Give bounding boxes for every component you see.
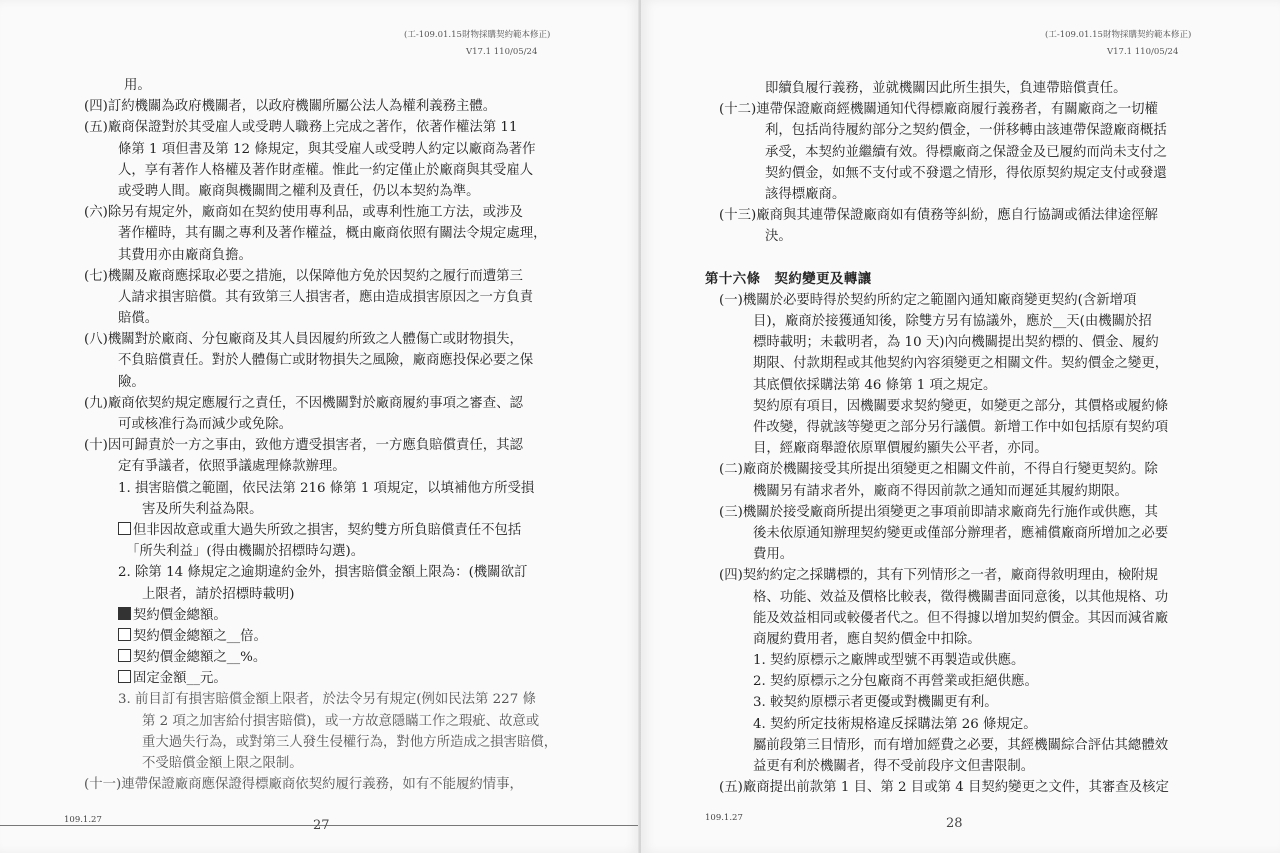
text-line [719, 502, 1269, 523]
line-text: 期限、付款期程或其他契約內容須變更之相關文件。契約價金之變更， [753, 356, 1169, 372]
left-footer-date: 109.1.27 [64, 815, 102, 825]
text-line [84, 605, 634, 626]
line-text: 上限者，請於招標時載明) [142, 586, 295, 602]
text-line [84, 266, 634, 287]
line-text: (七)機關及廠商應採取必要之措施，以保障他方免於因契約之履行而遭第三 [84, 268, 523, 284]
text-line [719, 650, 1269, 671]
text-line [84, 668, 634, 689]
line-text: 能及效益相同或較優者代之。但不得據以增加契約價金。其因而減省廠 [753, 610, 1169, 626]
right-page [641, 0, 1280, 853]
line-text: (十)因可歸責於一方之事由，致他方遭受損害者，一方應負賠償責任，其認 [84, 438, 523, 454]
text-line [719, 629, 1269, 650]
text-line [84, 647, 634, 668]
text-line [84, 689, 634, 710]
text-line [84, 753, 634, 774]
line-text: (九)廠商依契約規定應履行之責任，不因機關對於廠商履約事項之審查、認 [84, 395, 523, 411]
line-text: 費用。 [753, 547, 794, 563]
line-text: 1. 契約原標示之廠牌或型號不再製造或供應。 [753, 653, 1025, 669]
checkbox-empty-icon [118, 522, 131, 535]
line-text: 條第 1 項但書及第 12 條規定，與其受雇人或受聘人約定以廠商為著作 [118, 141, 536, 157]
text-line [719, 226, 1269, 247]
line-text: 賠償。 [118, 311, 159, 327]
line-text: (四)契約約定之採購標的，其有下列情形之一者，廠商得敘明理由，檢附規 [719, 568, 1158, 584]
text-line [84, 626, 634, 647]
text-line [84, 350, 634, 371]
line-text: 契約價金總額之__倍。 [133, 628, 267, 644]
right-page-body [705, 78, 1269, 798]
line-text: 其費用亦由廠商負擔。 [118, 247, 252, 263]
line-text: 標時載明；未載明者，為 10 天)內向機關提出契約標的、價金、履約 [753, 335, 1159, 351]
text-line [719, 714, 1269, 735]
line-text: 但非因故意或重大過失所致之損害，契約雙方所負賠償責任不包括 [133, 522, 522, 538]
line-text: 「所失利益」(得由機關於招標時勾選)。 [126, 544, 365, 560]
text-line [84, 181, 634, 202]
line-text: 該得標廠商。 [765, 186, 846, 202]
text-line [84, 456, 634, 477]
text-line [84, 562, 634, 583]
line-text: 3. 較契約原標示者更優或對機關更有利。 [753, 695, 998, 711]
line-text: 2. 契約原標示之分包廠商不再營業或拒絕供應。 [753, 674, 1038, 690]
line-text: 屬前段第三目情形，而有增加經費之必要，其經機關綜合評估其總體效 [753, 737, 1169, 753]
text-line [719, 142, 1269, 163]
text-line [719, 587, 1269, 608]
line-text: 契約價金總額。 [133, 607, 227, 623]
left-header-title: (工-109.01.15財物採購契約範本修正) [404, 30, 551, 40]
text-line [84, 478, 634, 499]
line-text: 可或核准行為而減少或免除。 [118, 417, 293, 432]
line-text: 4. 契約所定技術規格違反採購法第 26 條規定。 [753, 716, 1037, 732]
line-text: (六)除另有規定外，廠商如在契約使用專利品，或專利性施工方法，或涉及 [84, 205, 523, 221]
text-line [719, 205, 1269, 226]
text-line [84, 308, 634, 329]
line-text: 用。 [124, 78, 151, 93]
text-line [84, 435, 634, 456]
line-text: 定有爭議者，依照爭議處理條款辦理。 [118, 459, 346, 475]
text-line [719, 481, 1269, 502]
text-line [84, 139, 634, 160]
right-header-version: V17.1 110/05/24 [1107, 47, 1179, 57]
text-line [719, 777, 1269, 798]
line-text: 目，經廠商舉證依原單價履約顯失公平者，亦同。 [753, 441, 1048, 457]
text-line [84, 329, 634, 350]
checkbox-checked-icon [118, 607, 131, 620]
line-text: 著作權時，其有關之專利及著作權益，概由廠商依照有關法令規定處理， [118, 226, 547, 242]
text-line [84, 223, 634, 244]
text-line [719, 353, 1269, 374]
line-text: 第 2 項之加害給付損害賠償)，或一方故意隱瞞工作之瑕疵、故意或 [142, 713, 540, 729]
line-text: 人請求損害賠償。其有致第三人損害者，應由造成損害原因之一方負責 [118, 289, 534, 305]
text-line [84, 774, 634, 795]
line-text: 第十六條 契約變更及轉讓 [705, 270, 872, 287]
text-line [719, 78, 1269, 99]
text-line [84, 499, 634, 520]
line-text: 格、功能、效益及價格比較表，徵得機關書面同意後，以其他規格、功 [753, 589, 1169, 605]
line-text: (四)訂約機關為政府機關者，以政府機關所屬公法人為權利義務主體。 [84, 99, 497, 115]
line-text: 固定金額__元。 [133, 671, 227, 687]
line-text: 或受聘人間。廠商與機關間之權利及責任，仍以本契約為準。 [118, 183, 480, 199]
text-line [719, 565, 1269, 586]
line-text: 3. 前目訂有損害賠償金額上限者，於法令另有規定(例如民法第 227 條 [118, 692, 536, 708]
text-line [719, 608, 1269, 629]
text-line [719, 544, 1269, 565]
text-line [719, 756, 1269, 777]
line-text: 不負賠償責任。對於人體傷亡或財物損失之風險，廠商應投保必要之保 [118, 353, 534, 369]
text-line [719, 99, 1269, 120]
text-line [84, 541, 634, 562]
left-header-version: V17.1 110/05/24 [466, 47, 538, 57]
line-text: 契約原有項目，因機關要求契約變更，如變更之部分，其價格或履約條 [753, 398, 1169, 414]
text-line [84, 287, 634, 308]
line-text: (一)機關於必要時得於契約所約定之範圍內通知廠商變更契約(含新增項 [719, 292, 1137, 308]
line-text: 件改變，得就該等變更之部分另行議價。新增工作中如包括原有契約項 [753, 420, 1169, 435]
line-text: 其底價依採購法第 46 條第 1 項之規定。 [753, 377, 997, 393]
line-text: (十二)連帶保證廠商經機關通知代得標廠商履行義務者，有關廠商之一切權 [719, 102, 1158, 118]
text-line [719, 120, 1269, 141]
line-text: (二)廠商於機關接受其所提出須變更之相關文件前，不得自行變更契約。除 [719, 462, 1158, 478]
text-line [719, 735, 1269, 756]
text-line [719, 671, 1269, 692]
text-line [719, 375, 1269, 396]
text-line [719, 290, 1269, 311]
checkbox-empty-icon [118, 670, 131, 683]
line-text: 決。 [765, 229, 792, 245]
text-line [84, 245, 634, 266]
text-line [84, 732, 634, 753]
line-text: (三)機關於接受廠商所提出須變更之事項前即請求廠商先行施作或供應，其 [719, 504, 1158, 520]
line-text: 害及所失利益為限。 [142, 501, 263, 517]
line-text: 契約價金，如無不支付或不發還之情形，得依原契約規定支付或發還 [765, 165, 1167, 181]
line-text: 商履約費用者，應自契約價金中扣除。 [753, 631, 981, 647]
line-text: 1. 損害賠償之範圍，依民法第 216 條第 1 項規定，以填補他方所受損 [118, 480, 535, 496]
left-page-body [84, 75, 634, 795]
left-page-number: 27 [313, 818, 330, 833]
text-line [719, 311, 1269, 332]
text-line [84, 117, 634, 138]
text-line [84, 160, 634, 181]
line-text: 目)，廠商於接獲通知後，除雙方另有協議外，應於__天(由機關於招 [753, 314, 1152, 330]
text-line [719, 163, 1269, 184]
right-page-number: 28 [946, 816, 963, 831]
right-footer-date: 109.1.27 [705, 813, 743, 823]
line-text: (五)廠商保證對於其受雇人或受聘人職務上完成之著作，依著作權法第 11 [84, 120, 518, 136]
right-header-title: (工-109.01.15財物採購契約範本修正) [1045, 30, 1192, 40]
text-line [719, 438, 1269, 459]
text-line [719, 332, 1269, 353]
text-line [719, 692, 1269, 713]
text-line [719, 248, 1269, 269]
line-text: 2. 除第 14 條規定之逾期違約金外，損害賠償金額上限為：(機關欲訂 [118, 565, 528, 581]
text-line [84, 711, 634, 732]
line-text: 契約價金總額之__%。 [133, 650, 267, 666]
text-line [84, 75, 634, 96]
line-text: (八)機關對於廠商、分包廠商及其人員因履約所致之人體傷亡或財物損失， [84, 332, 523, 348]
text-line [84, 96, 634, 117]
line-text: 益更有利於機關者，得不受前段序文但書限制。 [753, 759, 1035, 774]
section-heading [705, 269, 1269, 290]
line-text: 承受，本契約並繼續有效。得標廠商之保證金及已履約而尚未支付之 [765, 144, 1167, 160]
checkbox-empty-icon [118, 628, 131, 641]
line-text: 機關另有請求者外，廠商不得因前款之通知而遲延其履約期限。 [753, 483, 1128, 499]
text-line [719, 396, 1269, 417]
line-text: 利，包括尚待履約部分之契約價金，一併移轉由該連帶保證廠商概括 [765, 123, 1167, 139]
line-text: 重大過失行為，或對第三人發生侵權行為，對他方所造成之損害賠償， [142, 734, 558, 750]
line-text: (十一)連帶保證廠商應保證得標廠商依契約履行義務，如有不能履約情事， [84, 777, 523, 793]
text-line [84, 520, 634, 541]
text-line [84, 202, 634, 223]
line-text: 即續負履行義務，並就機關因此所生損失，負連帶賠償責任。 [765, 81, 1127, 96]
line-text: (五)廠商提出前款第 1 目、第 2 目或第 4 目契約變更之文件，其審查及核定 [719, 780, 1169, 796]
line-text: 後未依原通知辦理契約變更或僅部分辦理者，應補償廠商所增加之必要 [753, 525, 1169, 541]
text-line [84, 372, 634, 393]
line-text: 險。 [118, 374, 145, 390]
checkbox-empty-icon [118, 649, 131, 662]
text-line [84, 584, 634, 605]
line-text: 不受賠償金額上限之限制。 [142, 756, 303, 771]
text-line [719, 184, 1269, 205]
line-text: (十三)廠商與其連帶保證廠商如有債務等糾紛，應自行協調或循法律途徑解 [719, 208, 1158, 224]
text-line [719, 523, 1269, 544]
line-text: 人，享有著作人格權及著作財產權。惟此一約定僅止於廠商與其受雇人 [118, 162, 534, 178]
text-line [719, 459, 1269, 480]
text-line [84, 414, 634, 435]
text-line [84, 393, 634, 414]
text-line [719, 417, 1269, 438]
